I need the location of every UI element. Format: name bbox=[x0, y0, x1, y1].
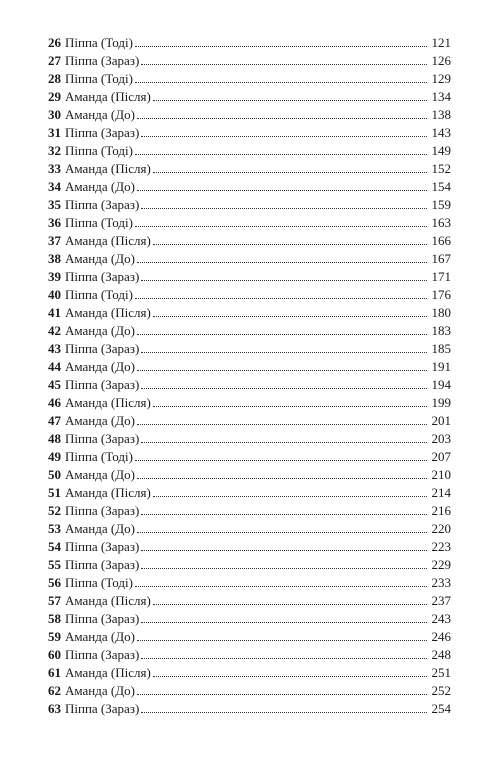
chapter-number: 56 bbox=[48, 575, 61, 590]
page-number: 138 bbox=[431, 107, 451, 122]
dot-leader bbox=[153, 243, 427, 245]
page-number: 251 bbox=[431, 665, 451, 680]
chapter-title: Аманда (До) bbox=[65, 107, 135, 122]
chapter-title: Піппа (Зараз) bbox=[65, 611, 140, 626]
chapter-title: Піппа (Тоді) bbox=[65, 449, 133, 464]
chapter-title: Піппа (Зараз) bbox=[65, 197, 140, 212]
dot-leader bbox=[135, 459, 427, 461]
page-number: 191 bbox=[431, 359, 451, 374]
dot-leader bbox=[137, 117, 427, 119]
chapter-number: 29 bbox=[48, 89, 61, 104]
toc-entry[interactable] bbox=[48, 664, 451, 682]
chapter-number: 41 bbox=[48, 305, 61, 320]
page-number: 246 bbox=[431, 629, 451, 644]
chapter-number: 55 bbox=[48, 557, 61, 572]
dot-leader bbox=[135, 81, 427, 83]
page-number: 159 bbox=[431, 197, 451, 212]
chapter-number: 43 bbox=[48, 341, 61, 356]
chapter-title: Аманда (Після) bbox=[65, 233, 151, 248]
chapter-title: Піппа (Тоді) bbox=[65, 71, 133, 86]
chapter-title: Аманда (Після) bbox=[65, 161, 151, 176]
toc-entry[interactable] bbox=[48, 358, 451, 376]
chapter-title: Піппа (Тоді) bbox=[65, 575, 133, 590]
dot-leader bbox=[137, 477, 427, 479]
page-number: 149 bbox=[431, 143, 451, 158]
dot-leader bbox=[137, 693, 427, 695]
toc-entry[interactable] bbox=[48, 430, 451, 448]
page-number: 171 bbox=[431, 269, 451, 284]
dot-leader bbox=[141, 549, 427, 551]
page-number: 126 bbox=[431, 53, 451, 68]
chapter-title: Аманда (До) bbox=[65, 323, 135, 338]
chapter-number: 51 bbox=[48, 485, 61, 500]
dot-leader bbox=[141, 387, 427, 389]
page-number: 121 bbox=[431, 35, 451, 50]
page-number: 134 bbox=[431, 89, 451, 104]
dot-leader bbox=[141, 441, 427, 443]
chapter-title: Аманда (До) bbox=[65, 629, 135, 644]
dot-leader bbox=[141, 279, 427, 281]
chapter-number: 50 bbox=[48, 467, 61, 482]
chapter-title: Піппа (Зараз) bbox=[65, 431, 140, 446]
chapter-title: Аманда (Після) bbox=[65, 485, 151, 500]
chapter-number: 48 bbox=[48, 431, 61, 446]
chapter-number: 32 bbox=[48, 143, 61, 158]
toc-entry[interactable] bbox=[48, 142, 451, 160]
toc-entry[interactable] bbox=[48, 484, 451, 502]
dot-leader bbox=[153, 495, 427, 497]
page-number: 152 bbox=[431, 161, 451, 176]
dot-leader bbox=[153, 603, 427, 605]
chapter-number: 40 bbox=[48, 287, 61, 302]
toc-entry[interactable] bbox=[48, 250, 451, 268]
dot-leader bbox=[137, 261, 427, 263]
chapter-title: Піппа (Зараз) bbox=[65, 701, 140, 716]
dot-leader bbox=[141, 135, 427, 137]
chapter-title: Аманда (Після) bbox=[65, 593, 151, 608]
toc-entry[interactable] bbox=[48, 520, 451, 538]
dot-leader bbox=[137, 189, 427, 191]
chapter-number: 61 bbox=[48, 665, 61, 680]
chapter-number: 62 bbox=[48, 683, 61, 698]
toc-entry[interactable] bbox=[48, 628, 451, 646]
dot-leader bbox=[141, 351, 427, 353]
chapter-title: Аманда (Після) bbox=[65, 89, 151, 104]
dot-leader bbox=[153, 99, 427, 101]
chapter-number: 53 bbox=[48, 521, 61, 536]
toc-entry[interactable] bbox=[48, 592, 451, 610]
toc-entry[interactable] bbox=[48, 196, 451, 214]
page-number: 163 bbox=[431, 215, 451, 230]
dot-leader bbox=[141, 621, 427, 623]
page-number: 254 bbox=[431, 701, 451, 716]
chapter-title: Піппа (Зараз) bbox=[65, 341, 140, 356]
chapter-number: 54 bbox=[48, 539, 61, 554]
toc-entry[interactable] bbox=[48, 34, 451, 52]
page-number: 154 bbox=[431, 179, 451, 194]
page-number: 183 bbox=[431, 323, 451, 338]
toc-entry[interactable] bbox=[48, 178, 451, 196]
chapter-title: Аманда (До) bbox=[65, 251, 135, 266]
chapter-number: 60 bbox=[48, 647, 61, 662]
chapter-number: 27 bbox=[48, 53, 61, 68]
page-number: 243 bbox=[431, 611, 451, 626]
chapter-number: 26 bbox=[48, 35, 61, 50]
page-number: 248 bbox=[431, 647, 451, 662]
page-number: 129 bbox=[431, 71, 451, 86]
chapter-number: 30 bbox=[48, 107, 61, 122]
chapter-number: 36 bbox=[48, 215, 61, 230]
page-number: 199 bbox=[431, 395, 451, 410]
chapter-title: Піппа (Тоді) bbox=[65, 143, 133, 158]
page-number: 185 bbox=[431, 341, 451, 356]
page-number: 180 bbox=[431, 305, 451, 320]
chapter-number: 42 bbox=[48, 323, 61, 338]
chapter-number: 39 bbox=[48, 269, 61, 284]
page-number: 210 bbox=[431, 467, 451, 482]
page-number: 167 bbox=[431, 251, 451, 266]
chapter-number: 28 bbox=[48, 71, 61, 86]
chapter-number: 45 bbox=[48, 377, 61, 392]
dot-leader bbox=[153, 405, 427, 407]
chapter-title: Аманда (Після) bbox=[65, 665, 151, 680]
chapter-number: 38 bbox=[48, 251, 61, 266]
page-number: 216 bbox=[431, 503, 451, 518]
dot-leader bbox=[153, 675, 427, 677]
toc-entry[interactable] bbox=[48, 502, 451, 520]
dot-leader bbox=[135, 153, 427, 155]
toc-entry[interactable] bbox=[48, 106, 451, 124]
page-number: 220 bbox=[431, 521, 451, 536]
chapter-title: Піппа (Зараз) bbox=[65, 53, 140, 68]
chapter-title: Піппа (Зараз) bbox=[65, 125, 140, 140]
toc-entry[interactable] bbox=[48, 268, 451, 286]
toc-entry[interactable] bbox=[48, 322, 451, 340]
chapter-number: 37 bbox=[48, 233, 61, 248]
chapter-title: Піппа (Зараз) bbox=[65, 269, 140, 284]
dot-leader bbox=[141, 657, 427, 659]
chapter-title: Піппа (Зараз) bbox=[65, 539, 140, 554]
toc-entry[interactable] bbox=[48, 448, 451, 466]
chapter-title: Аманда (До) bbox=[65, 359, 135, 374]
dot-leader bbox=[141, 567, 427, 569]
toc-entry[interactable] bbox=[48, 286, 451, 304]
chapter-number: 33 bbox=[48, 161, 61, 176]
dot-leader bbox=[141, 513, 427, 515]
chapter-number: 52 bbox=[48, 503, 61, 518]
chapter-number: 44 bbox=[48, 359, 61, 374]
page-number: 223 bbox=[431, 539, 451, 554]
dot-leader bbox=[137, 531, 427, 533]
page-number: 214 bbox=[431, 485, 451, 500]
dot-leader bbox=[141, 711, 427, 713]
table-of-contents bbox=[48, 34, 451, 718]
chapter-number: 58 bbox=[48, 611, 61, 626]
chapter-title: Піппа (Тоді) bbox=[65, 287, 133, 302]
toc-entry[interactable] bbox=[48, 70, 451, 88]
chapter-title: Піппа (Зараз) bbox=[65, 377, 140, 392]
toc-entry[interactable] bbox=[48, 556, 451, 574]
toc-entry[interactable] bbox=[48, 232, 451, 250]
chapter-number: 57 bbox=[48, 593, 61, 608]
chapter-title: Піппа (Зараз) bbox=[65, 557, 140, 572]
chapter-title: Аманда (До) bbox=[65, 467, 135, 482]
page-number: 166 bbox=[431, 233, 451, 248]
page-number: 233 bbox=[431, 575, 451, 590]
toc-entry[interactable] bbox=[48, 52, 451, 70]
dot-leader bbox=[135, 45, 427, 47]
toc-entry[interactable] bbox=[48, 610, 451, 628]
toc-entry[interactable] bbox=[48, 88, 451, 106]
chapter-number: 47 bbox=[48, 413, 61, 428]
chapter-title: Аманда (Після) bbox=[65, 305, 151, 320]
chapter-number: 63 bbox=[48, 701, 61, 716]
dot-leader bbox=[141, 63, 427, 65]
chapter-number: 46 bbox=[48, 395, 61, 410]
page-number: 229 bbox=[431, 557, 451, 572]
chapter-number: 49 bbox=[48, 449, 61, 464]
chapter-title: Аманда (До) bbox=[65, 413, 135, 428]
chapter-title: Піппа (Зараз) bbox=[65, 647, 140, 662]
chapter-title: Аманда (До) bbox=[65, 179, 135, 194]
chapter-number: 35 bbox=[48, 197, 61, 212]
dot-leader bbox=[135, 585, 427, 587]
dot-leader bbox=[135, 225, 427, 227]
toc-entry[interactable] bbox=[48, 394, 451, 412]
toc-entry[interactable] bbox=[48, 160, 451, 178]
page-number: 194 bbox=[431, 377, 451, 392]
toc-entry[interactable] bbox=[48, 646, 451, 664]
page-number: 201 bbox=[431, 413, 451, 428]
toc-entry[interactable] bbox=[48, 682, 451, 700]
dot-leader bbox=[137, 639, 427, 641]
toc-entry[interactable] bbox=[48, 574, 451, 592]
chapter-number: 34 bbox=[48, 179, 61, 194]
page-number: 176 bbox=[431, 287, 451, 302]
toc-entry[interactable] bbox=[48, 412, 451, 430]
dot-leader bbox=[137, 423, 427, 425]
dot-leader bbox=[141, 207, 427, 209]
chapter-number: 31 bbox=[48, 125, 61, 140]
chapter-number: 59 bbox=[48, 629, 61, 644]
chapter-title: Піппа (Зараз) bbox=[65, 503, 140, 518]
chapter-title: Аманда (До) bbox=[65, 521, 135, 536]
dot-leader bbox=[137, 333, 427, 335]
page-number: 252 bbox=[431, 683, 451, 698]
chapter-title: Піппа (Тоді) bbox=[65, 35, 133, 50]
page-number: 203 bbox=[431, 431, 451, 446]
chapter-title: Аманда (До) bbox=[65, 683, 135, 698]
chapter-title: Аманда (Після) bbox=[65, 395, 151, 410]
toc-entry[interactable] bbox=[48, 304, 451, 322]
page-number: 143 bbox=[431, 125, 451, 140]
dot-leader bbox=[153, 171, 427, 173]
toc-entry[interactable] bbox=[48, 376, 451, 394]
toc-entry[interactable] bbox=[48, 214, 451, 232]
toc-entry[interactable] bbox=[48, 538, 451, 556]
toc-entry[interactable] bbox=[48, 700, 451, 718]
page-number: 207 bbox=[431, 449, 451, 464]
toc-entry[interactable] bbox=[48, 466, 451, 484]
dot-leader bbox=[153, 315, 427, 317]
toc-entry[interactable] bbox=[48, 124, 451, 142]
toc-entry[interactable] bbox=[48, 340, 451, 358]
dot-leader bbox=[135, 297, 427, 299]
dot-leader bbox=[137, 369, 427, 371]
chapter-title: Піппа (Тоді) bbox=[65, 215, 133, 230]
page-number: 237 bbox=[431, 593, 451, 608]
